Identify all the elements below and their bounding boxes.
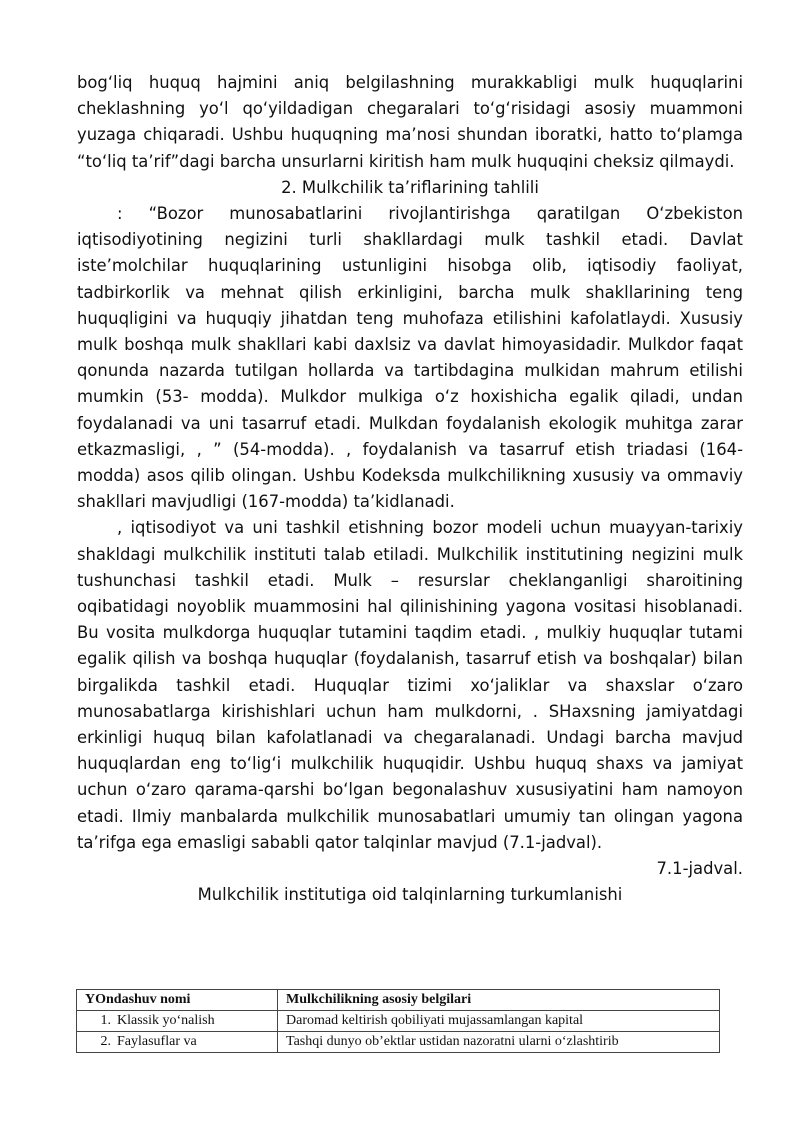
paragraph-institution: , iqtisodiyot va uni tashkil etishning bozor modeli uchun muayyan-tarixiy shakldagi mulkchilik instituti talab etiladi. Mulkchilik institutining negizini mulk tushunchasi tashkil etadi. Mulk – resurslar cheklanganligi sharoitining oqibatidagi noyoblik muammosini hal qilinishining yagona vositasi hisoblanadi. Bu vosita mulkdorga huquqlar tutamini taqdim etadi. , mulkiy huquqlar tutami egalik qilish va boshqa huquqlar (foydalanish, tasarruf etish va boshqalar) bilan birgalikda tashkil etadi. Huquqlar tizimi xo‘jaliklar va shaxslar o‘zaro munosabatlarga kirishishlari uchun ham mulkdorni, . SHaxsning jamiyatdagi erkinligi huquq bilan kafolatlanadi va chegaralanadi. Undagi barcha mavjud huquqlardan eng to‘lig‘i mulkchilik huquqidir. Ushbu huquq shaxs va jamiyat uchun o‘zaro qarama-qarshi bo‘lgan begonalashuv xususiyatini ham namoyon etadi. Ilmiy manbalarda mulkchilik munosabatlari umumiy tan olingan yagona ta’rifga ega emasligi sababli qator talqinlar mavjud (7.1-jadval). bbox=[77, 518, 743, 852]
table-title: Mulkchilik institutiga oid talqinlarning turkumlanishi bbox=[197, 885, 623, 905]
section-heading: 2. Mulkchilik ta’riflarining tahlili bbox=[281, 177, 539, 197]
approach-cell bbox=[77, 1032, 278, 1053]
approach-cell bbox=[77, 1011, 278, 1032]
interpretations-table bbox=[76, 989, 720, 1053]
paragraph-intro: bog‘liq huquq hajmini aniq belgilashning murakkabligi mulk huquqlarini cheklashning yo‘l qo‘yildadigan chegaralari to‘g‘risidagi asosiy muammoni yuzaga chiqaradi. Ushbu huquqning ma’nosi shundan iboratki, hatto to‘plamga “to‘liq ta’rif”dagi barcha unsurlarni kiritish ham mulk huquqini cheksiz qilmaydi. bbox=[77, 73, 743, 171]
column-header-approach: YOndashuv nomi bbox=[77, 990, 278, 1011]
features-cell: Tashqi dunyo ob’ektlar ustidan nazoratni ularni o‘zlashtirib bbox=[278, 1032, 720, 1053]
approach-name: Klassik yo‘nalish bbox=[117, 1013, 215, 1028]
table-header-row bbox=[77, 990, 720, 1011]
document-body bbox=[77, 70, 743, 909]
row-number: 1. bbox=[100, 1013, 111, 1028]
row-number: 2. bbox=[100, 1034, 111, 1049]
table-reference: 7.1-jadval. bbox=[656, 859, 743, 879]
table-row bbox=[77, 1032, 720, 1053]
features-cell: Daromad keltirish qobiliyati mujassamlangan kapital bbox=[278, 1011, 720, 1032]
approach-name: Faylasuflar va bbox=[117, 1034, 197, 1049]
table-row bbox=[77, 1011, 720, 1032]
column-header-features: Mulkchilikning asosiy belgilari bbox=[278, 990, 720, 1011]
paragraph-constitution: : “Bozor munosabatlarini rivojlantirishga qaratilgan O‘zbekiston iqtisodiyotining negizini turli shakllardagi mulk tashkil etadi. Davlat iste’molchilar huquqlarining ustunligini hisobga olib, iqtisodiy faoliyat, tadbirkorlik va mehnat qilish erkinligini, barcha mulk shakllarining teng huquqligini va huquqiy jihatdan teng muhofaza etilishini kafolatlaydi. Xususiy mulk boshqa mulk shakllari kabi daxlsiz va davlat himoyasidadir. Mulkdor faqat qonunda nazarda tutilgan hollarda va tartibdagina mulkidan mahrum etilishi mumkin (53- modda). Mulkdor mulkiga o‘z hoxishicha egalik qiladi, undan foydalanadi va uni tasarruf etadi. Mulkdan foydalanish ekologik muhitga zarar etkazmasligi, , ” (54-modda). , foydalanish va tasarruf etish triadasi (164-modda) asos qilib olingan. Ushbu Kodeksda mulkchilikning xususiy va ommaviy shakllari mavjudligi (167-modda) ta’kidlanadi. bbox=[77, 204, 743, 512]
